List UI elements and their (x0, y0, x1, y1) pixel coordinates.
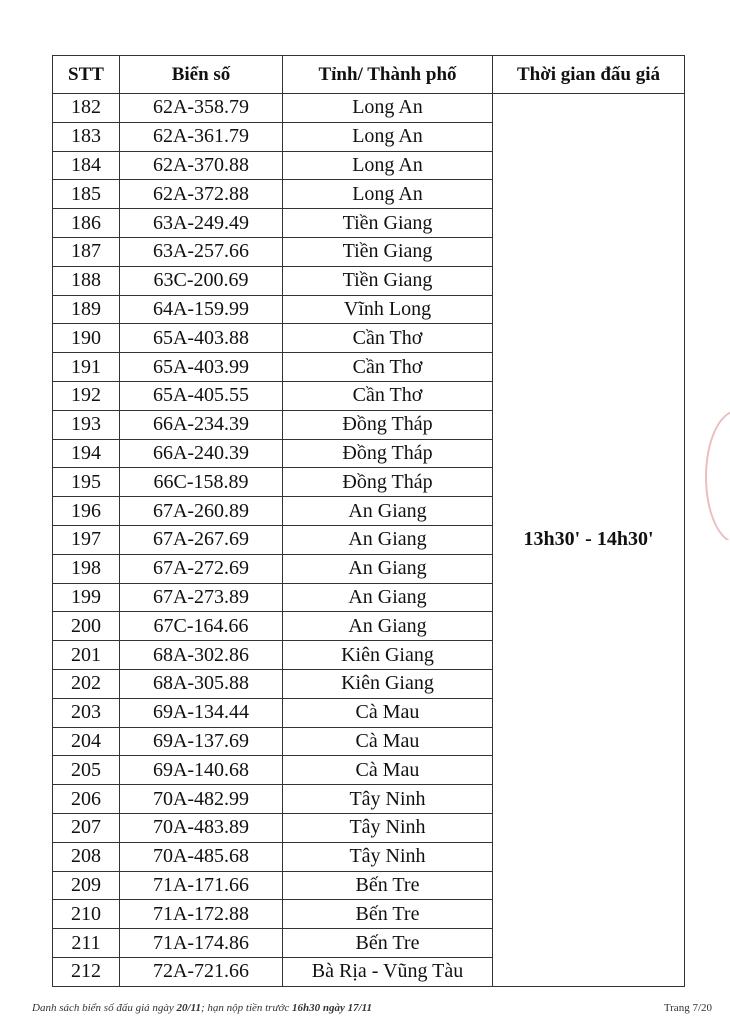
document-page (52, 55, 684, 987)
cell-plate: 65A-405.55 (120, 381, 283, 410)
cell-plate: 67C-164.66 (120, 612, 283, 641)
cell-stt: 202 (53, 669, 120, 698)
cell-stt: 212 (53, 957, 120, 986)
cell-stt: 204 (53, 727, 120, 756)
cell-plate: 67A-272.69 (120, 554, 283, 583)
cell-stt: 199 (53, 583, 120, 612)
cell-province: Tiền Giang (283, 237, 493, 266)
cell-plate: 67A-260.89 (120, 497, 283, 526)
cell-province: Tiền Giang (283, 209, 493, 238)
cell-province: An Giang (283, 525, 493, 554)
cell-province: Cà Mau (283, 756, 493, 785)
stamp-arc (705, 410, 730, 540)
cell-province: Bà Rịa - Vũng Tàu (283, 957, 493, 986)
cell-stt: 209 (53, 871, 120, 900)
cell-plate: 66A-234.39 (120, 410, 283, 439)
plate-auction-table (52, 55, 685, 987)
cell-province: Tây Ninh (283, 813, 493, 842)
cell-stt: 205 (53, 756, 120, 785)
cell-stt: 206 (53, 785, 120, 814)
cell-province: Cà Mau (283, 727, 493, 756)
cell-stt: 193 (53, 410, 120, 439)
cell-province: Long An (283, 151, 493, 180)
cell-stt: 185 (53, 180, 120, 209)
cell-plate: 70A-483.89 (120, 813, 283, 842)
footer-middle: ; hạn nộp tiền trước (200, 1002, 290, 1014)
cell-stt: 195 (53, 468, 120, 497)
cell-plate: 71A-171.66 (120, 871, 283, 900)
cell-province: An Giang (283, 554, 493, 583)
cell-province: Bến Tre (283, 900, 493, 929)
cell-province: Cần Thơ (283, 324, 493, 353)
cell-plate: 66A-240.39 (120, 439, 283, 468)
cell-province: Long An (283, 122, 493, 151)
cell-province: Đồng Tháp (283, 439, 493, 468)
cell-stt: 187 (53, 237, 120, 266)
cell-plate: 71A-174.86 (120, 929, 283, 958)
header-time: Thời gian đấu giá (493, 56, 685, 94)
footer-deadline: 16h30 ngày 17/11 (291, 1002, 373, 1014)
cell-stt: 190 (53, 324, 120, 353)
cell-province: An Giang (283, 612, 493, 641)
cell-plate: 65A-403.99 (120, 353, 283, 382)
table-header-row (53, 56, 685, 94)
table-row (53, 94, 685, 123)
cell-stt: 183 (53, 122, 120, 151)
cell-stt: 198 (53, 554, 120, 583)
cell-plate: 68A-302.86 (120, 641, 283, 670)
cell-stt: 194 (53, 439, 120, 468)
cell-stt: 184 (53, 151, 120, 180)
cell-stt: 186 (53, 209, 120, 238)
cell-stt: 207 (53, 813, 120, 842)
cell-plate: 68A-305.88 (120, 669, 283, 698)
cell-stt: 196 (53, 497, 120, 526)
page-footer (32, 1002, 712, 1022)
cell-province: Bến Tre (283, 871, 493, 900)
cell-stt: 201 (53, 641, 120, 670)
cell-plate: 69A-137.69 (120, 727, 283, 756)
cell-stt: 189 (53, 295, 120, 324)
cell-province: Đồng Tháp (283, 410, 493, 439)
cell-plate: 65A-403.88 (120, 324, 283, 353)
cell-province: An Giang (283, 497, 493, 526)
cell-stt: 192 (53, 381, 120, 410)
cell-stt: 208 (53, 842, 120, 871)
cell-plate: 63C-200.69 (120, 266, 283, 295)
cell-province: Tây Ninh (283, 785, 493, 814)
cell-province: Vĩnh Long (283, 295, 493, 324)
cell-plate: 64A-159.99 (120, 295, 283, 324)
cell-province: Long An (283, 180, 493, 209)
cell-plate: 70A-482.99 (120, 785, 283, 814)
cell-province: Long An (283, 94, 493, 123)
cell-stt: 188 (53, 266, 120, 295)
cell-province: Cà Mau (283, 698, 493, 727)
cell-province: Cần Thơ (283, 353, 493, 382)
cell-province: Tây Ninh (283, 842, 493, 871)
cell-plate: 63A-257.66 (120, 237, 283, 266)
cell-plate: 62A-372.88 (120, 180, 283, 209)
footer-auction-date: 20/11 (176, 1002, 201, 1014)
cell-plate: 71A-172.88 (120, 900, 283, 929)
cell-auction-time: 13h30' - 14h30' (493, 94, 685, 987)
cell-stt: 203 (53, 698, 120, 727)
cell-stt: 200 (53, 612, 120, 641)
cell-plate: 67A-267.69 (120, 525, 283, 554)
cell-plate: 62A-370.88 (120, 151, 283, 180)
cell-plate: 70A-485.68 (120, 842, 283, 871)
cell-plate: 67A-273.89 (120, 583, 283, 612)
cell-plate: 62A-361.79 (120, 122, 283, 151)
cell-plate: 66C-158.89 (120, 468, 283, 497)
cell-stt: 211 (53, 929, 120, 958)
cell-province: Kiên Giang (283, 669, 493, 698)
stamp-edge-mark (705, 410, 730, 540)
table-body (53, 94, 685, 987)
cell-plate: 69A-134.44 (120, 698, 283, 727)
cell-province: Đồng Tháp (283, 468, 493, 497)
cell-province: An Giang (283, 583, 493, 612)
cell-plate: 62A-358.79 (120, 94, 283, 123)
cell-province: Cần Thơ (283, 381, 493, 410)
cell-province: Bến Tre (283, 929, 493, 958)
cell-province: Kiên Giang (283, 641, 493, 670)
cell-plate: 72A-721.66 (120, 957, 283, 986)
cell-plate: 69A-140.68 (120, 756, 283, 785)
cell-stt: 197 (53, 525, 120, 554)
page-number: Trang 7/20 (663, 1002, 712, 1014)
cell-stt: 210 (53, 900, 120, 929)
footer-prefix: Danh sách biển số đấu giá ngày (32, 1002, 174, 1014)
header-stt: STT (53, 56, 120, 94)
cell-stt: 182 (53, 94, 120, 123)
header-plate: Biển số (120, 56, 283, 94)
cell-province: Tiền Giang (283, 266, 493, 295)
cell-stt: 191 (53, 353, 120, 382)
cell-plate: 63A-249.49 (120, 209, 283, 238)
footer-note (32, 1002, 372, 1014)
header-province: Tỉnh/ Thành phố (283, 56, 493, 94)
